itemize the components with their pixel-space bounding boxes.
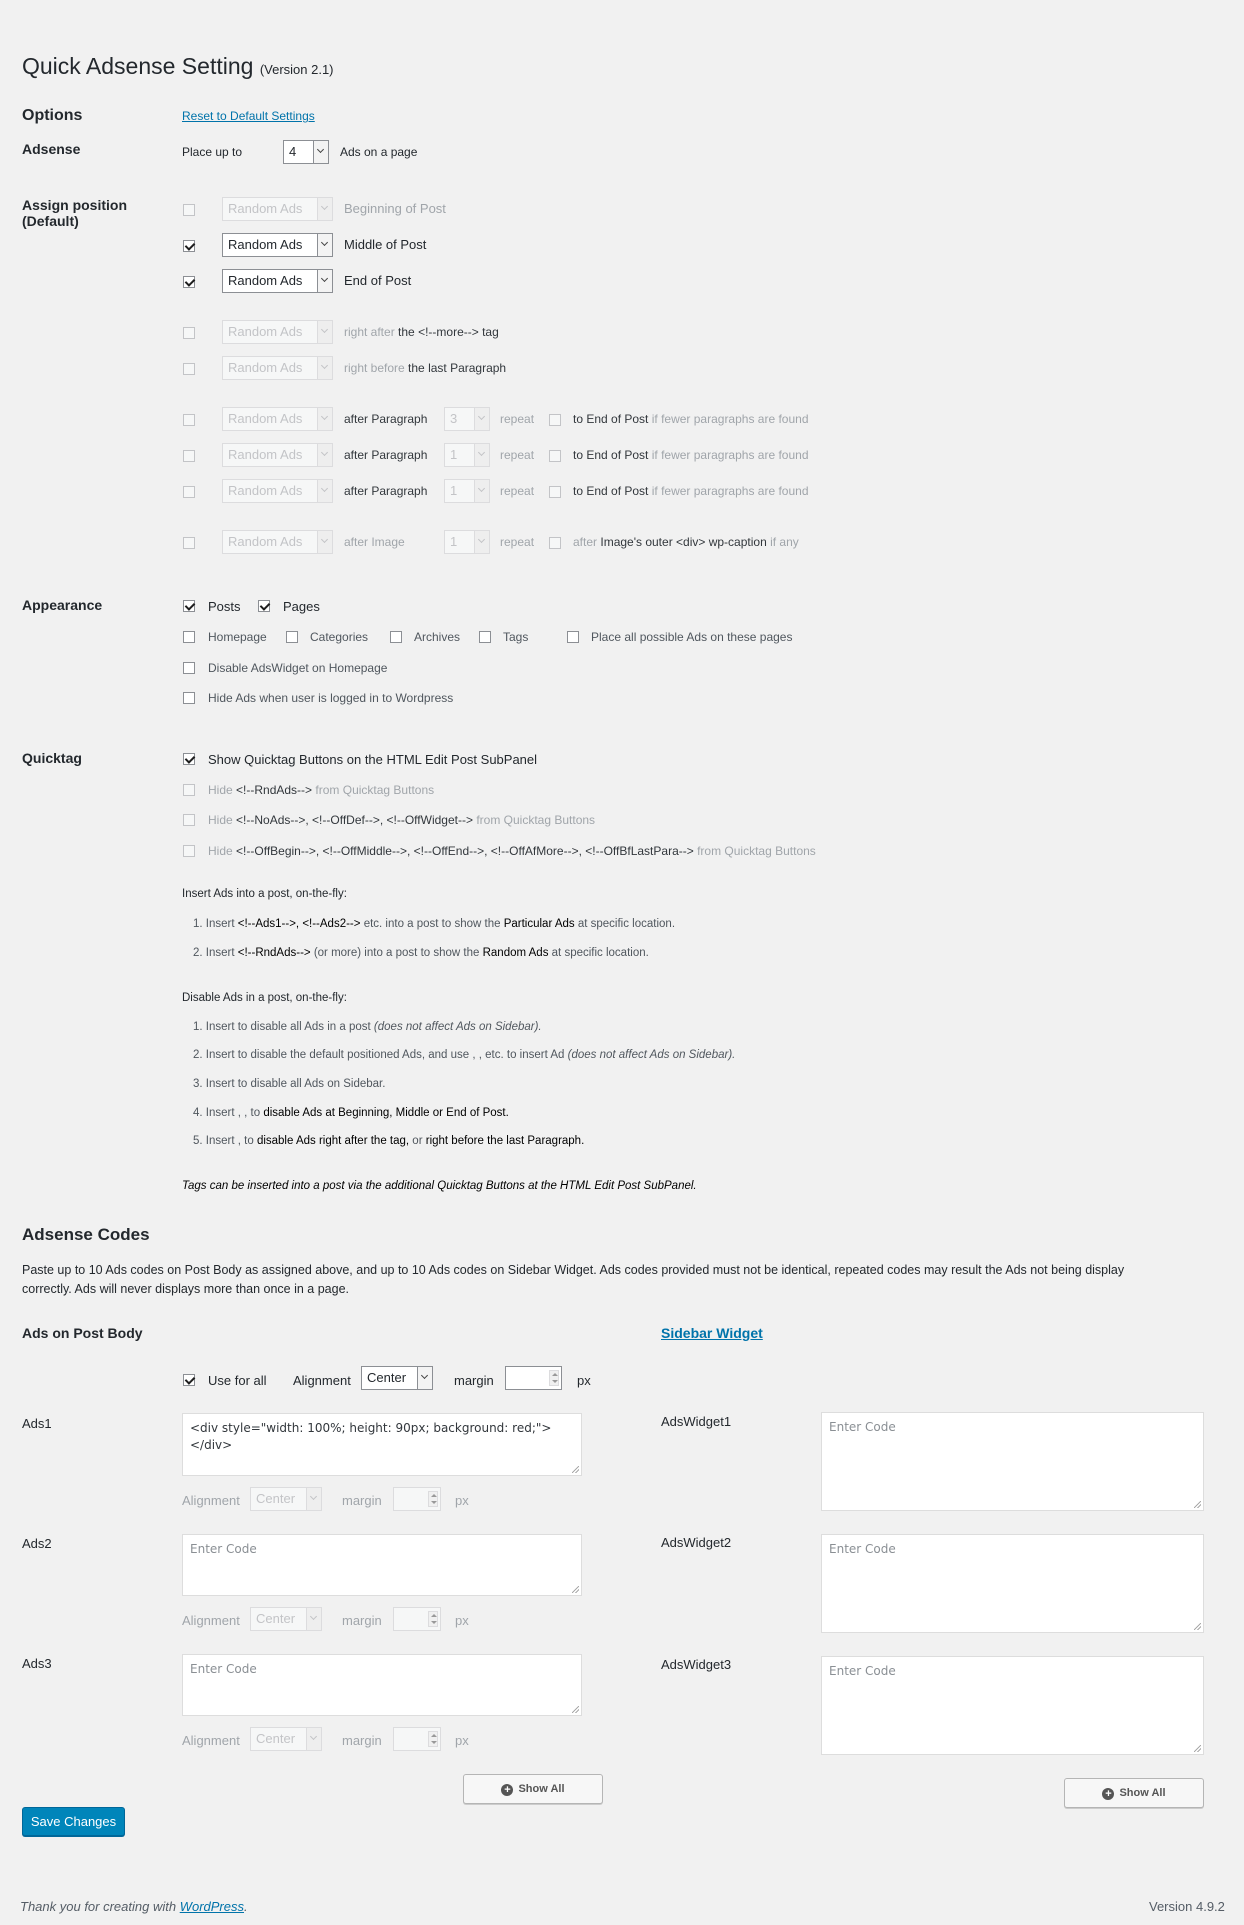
page-title-text: Quick Adsense Setting xyxy=(22,53,254,79)
px-label: px xyxy=(455,1493,469,1508)
after-image-ad-select[interactable] xyxy=(222,530,333,554)
insert-2-a: 2. Insert xyxy=(193,947,235,959)
appearance-heading: Appearance xyxy=(22,597,103,613)
end-ad-select[interactable] xyxy=(222,269,333,293)
middle-label: Middle of Post xyxy=(344,237,427,252)
middle-ad-select[interactable] xyxy=(222,233,333,257)
repeat-label: repeat xyxy=(500,448,535,462)
dis-4-b: disable Ads at Beginning, Middle or End of Post. xyxy=(263,1107,509,1119)
ads3-code-textarea[interactable] xyxy=(182,1654,582,1716)
off-tags: <!--OffBegin-->, <!--OffMiddle-->, <!--OffEnd-->, <!--OffAfMore-->, <!--OffBfLastPara--> xyxy=(236,844,694,858)
px-label: px xyxy=(577,1373,591,1388)
assign-heading-line1: Assign position xyxy=(22,197,127,213)
select-value: 1 xyxy=(450,447,458,462)
chevron-down-icon xyxy=(317,531,332,553)
page-title xyxy=(22,53,334,80)
ads3-label: Ads3 xyxy=(22,1656,52,1671)
after-image-number-select[interactable] xyxy=(444,530,490,554)
to-end-text: to End of Post xyxy=(573,484,649,498)
show-quicktag-checkbox[interactable] xyxy=(183,753,195,765)
repeat-label: repeat xyxy=(500,484,535,498)
categories-label: Categories xyxy=(310,630,369,644)
resize-grip-icon[interactable] xyxy=(1194,1623,1201,1630)
placeholder-text: Enter Code xyxy=(829,1664,896,1678)
chevron-down-icon xyxy=(306,1728,321,1750)
resize-grip-icon[interactable] xyxy=(572,1586,579,1593)
ads2-margin-input[interactable] xyxy=(393,1607,441,1631)
adswidget1-label: AdsWidget1 xyxy=(661,1414,732,1429)
margin-label: margin xyxy=(454,1373,494,1388)
chevron-down-icon xyxy=(317,480,332,502)
margin-label: margin xyxy=(342,1733,382,1748)
sidebar-widget-link[interactable]: Sidebar Widget xyxy=(661,1325,763,1341)
place-all-checkbox[interactable] xyxy=(567,631,579,643)
show-all-ads-button[interactable] xyxy=(463,1774,603,1804)
resize-grip-icon[interactable] xyxy=(1194,1745,1201,1752)
chevron-down-icon xyxy=(474,480,489,502)
global-alignment-select[interactable] xyxy=(361,1366,433,1390)
chevron-down-icon xyxy=(317,408,332,430)
select-value: Center xyxy=(256,1491,296,1506)
chevron-down-icon xyxy=(317,444,332,466)
disable-item-3: 3. Insert to disable all Ads on Sidebar. xyxy=(193,1078,386,1090)
hide-text: Hide xyxy=(208,783,233,797)
select-value: 1 xyxy=(450,483,458,498)
dis-5-a: 5. Insert , to xyxy=(193,1135,254,1147)
margin-label: margin xyxy=(342,1613,382,1628)
assign-position-heading xyxy=(22,197,127,229)
to-end-text: to End of Post xyxy=(573,412,649,426)
insert-heading: Insert Ads into a post, on-the-fly: xyxy=(182,888,347,900)
px-label: px xyxy=(455,1613,469,1628)
dis-5-b: disable Ads right after the tag, xyxy=(256,1135,410,1147)
tags-label: Tags xyxy=(503,630,529,644)
after-paragraph-3-label: after Paragraph xyxy=(344,484,428,498)
disable-item-1 xyxy=(193,1021,542,1033)
to-end-text: to End of Post xyxy=(573,448,649,462)
after-image-repeat-checkbox[interactable] xyxy=(549,537,561,549)
adswidget1-code-textarea[interactable] xyxy=(821,1412,1204,1511)
after-paragraph-1-repeat-checkbox[interactable] xyxy=(549,414,561,426)
hide-off-checkbox[interactable] xyxy=(183,845,195,857)
after-paragraph-1-checkbox[interactable] xyxy=(183,414,195,426)
adswidget2-code-textarea[interactable] xyxy=(821,1534,1204,1633)
insert-2-e: at specific location. xyxy=(551,947,649,959)
ads1-alignment-select[interactable] xyxy=(250,1487,322,1511)
disable-item-5 xyxy=(193,1135,584,1147)
resize-grip-icon[interactable] xyxy=(572,1466,579,1473)
adsense-heading: Adsense xyxy=(22,141,81,157)
after-image-label: after Image xyxy=(344,535,405,549)
chevron-down-icon xyxy=(417,1367,432,1389)
ads-count-select[interactable] xyxy=(283,140,329,164)
plugin-version: (Version 2.1) xyxy=(259,62,334,77)
codes-description-line2: correctly. Ads will never displays more than once in a page. xyxy=(22,1282,350,1296)
hide-text: Hide xyxy=(208,844,233,858)
hide-text: Hide xyxy=(208,813,233,827)
select-value: 3 xyxy=(450,411,458,426)
post-body-heading: Ads on Post Body xyxy=(22,1325,143,1341)
insert-2-d: Random Ads xyxy=(482,947,549,959)
show-all-label: Show All xyxy=(1119,1787,1166,1799)
categories-checkbox[interactable] xyxy=(286,631,298,643)
chevron-down-icon xyxy=(313,141,328,163)
select-value: Random Ads xyxy=(228,411,303,426)
fewer-text: if fewer paragraphs are found xyxy=(651,412,809,426)
hide-logged-label: Hide Ads when user is logged in to Wordpress xyxy=(208,691,454,705)
disable-item-4 xyxy=(193,1107,509,1119)
codes-description-line1: Paste up to 10 Ads codes on Post Body as assigned above, and up to 10 Ads codes on Sidebar Widget. Ads codes provided must not be identical, repeated codes may result the Ads not being display xyxy=(22,1263,1125,1277)
image-caption-text: Image's outer <div> wp-caption xyxy=(600,535,767,549)
insert-item-1 xyxy=(193,918,675,930)
beginning-ad-select[interactable] xyxy=(222,197,333,221)
disable-item-2 xyxy=(193,1049,735,1061)
alignment-label: Alignment xyxy=(293,1373,351,1388)
adswidget2-label: AdsWidget2 xyxy=(661,1535,732,1550)
after-paragraph-2-ad-select[interactable] xyxy=(222,443,333,467)
save-changes-button[interactable]: Save Changes xyxy=(22,1807,125,1836)
ads3-alignment-select[interactable] xyxy=(250,1727,322,1751)
plus-circle-icon: + xyxy=(1102,1788,1114,1800)
more-tag-ad-select[interactable] xyxy=(222,320,333,344)
dis-2-b: (does not affect Ads on Sidebar). xyxy=(567,1049,736,1061)
show-all-widgets-button[interactable] xyxy=(1064,1778,1204,1808)
after-paragraph-3-number-select[interactable] xyxy=(444,479,490,503)
after-image-caption xyxy=(573,535,799,549)
use-for-all-checkbox[interactable] xyxy=(183,1374,195,1386)
after-paragraph-3-repeat-checkbox[interactable] xyxy=(549,486,561,498)
px-label: px xyxy=(455,1733,469,1748)
adswidget3-code-textarea[interactable] xyxy=(821,1656,1204,1755)
dis-1-a: 1. Insert to disable all Ads in a post xyxy=(193,1021,371,1033)
from-quicktag-text: from Quicktag Buttons xyxy=(315,783,435,797)
posts-checkbox[interactable] xyxy=(183,600,195,612)
last-paragraph-label xyxy=(344,361,506,375)
plus-circle-icon: + xyxy=(501,1784,513,1796)
footer-thanks-prefix: Thank you for creating with xyxy=(20,1899,177,1914)
after-paragraph-2-repeat-checkbox[interactable] xyxy=(549,450,561,462)
wordpress-link[interactable]: WordPress xyxy=(179,1899,244,1914)
last-paragraph-ad-select[interactable] xyxy=(222,356,333,380)
disable-heading: Disable Ads in a post, on-the-fly: xyxy=(182,992,347,1004)
insert-item-2 xyxy=(193,947,649,959)
after-image-checkbox[interactable] xyxy=(183,537,195,549)
more-tag-checkbox[interactable] xyxy=(183,327,195,339)
select-value: Random Ads xyxy=(228,201,303,216)
rndads-tag: <!--RndAds--> xyxy=(236,783,313,797)
after-paragraph-3-checkbox[interactable] xyxy=(183,486,195,498)
chevron-down-icon xyxy=(317,357,332,379)
footer-version: Version 4.9.2 xyxy=(1149,1899,1225,1914)
insert-1-a: 1. Insert xyxy=(193,918,235,930)
global-margin-input[interactable] xyxy=(505,1366,562,1390)
pages-label: Pages xyxy=(283,599,320,614)
disable-widget-checkbox[interactable] xyxy=(183,662,195,674)
insert-1-e: at specific location. xyxy=(577,918,676,930)
hide-off-label xyxy=(208,844,816,858)
hide-logged-checkbox[interactable] xyxy=(183,692,195,704)
from-quicktag-text: from Quicktag Buttons xyxy=(697,844,816,858)
end-checkbox[interactable] xyxy=(183,276,195,288)
ads2-alignment-select[interactable] xyxy=(250,1607,322,1631)
select-value: Random Ads xyxy=(228,447,303,462)
placeholder-text: Enter Code xyxy=(190,1542,257,1556)
quicktag-note: Tags can be inserted into a post via the additional Quicktag Buttons at the HTML Edit Post SubPanel. xyxy=(182,1180,697,1192)
last-paragraph-prefix: right before xyxy=(344,361,405,375)
homepage-label: Homepage xyxy=(208,630,267,644)
hide-noads-checkbox[interactable] xyxy=(183,814,195,826)
noads-tags: <!--NoAds-->, <!--OffDef-->, <!--OffWidget--> xyxy=(236,813,473,827)
footer-thanks-suffix: . xyxy=(244,1899,248,1914)
dis-5-d: right before the last Paragraph. xyxy=(425,1135,585,1147)
placeholder-text: Enter Code xyxy=(829,1542,896,1556)
beginning-checkbox[interactable] xyxy=(183,204,195,216)
insert-1-c: etc. into a post to show the xyxy=(363,918,501,930)
spinner-icon[interactable] xyxy=(428,1611,438,1627)
insert-2-b: <!--RndAds--> xyxy=(237,947,311,959)
ads3-margin-input[interactable] xyxy=(393,1727,441,1751)
chevron-down-icon xyxy=(317,321,332,343)
from-quicktag-text: from Quicktag Buttons xyxy=(476,813,596,827)
footer-thanks xyxy=(20,1899,248,1914)
place-all-label: Place all possible Ads on these pages xyxy=(591,630,793,644)
if-any-text: if any xyxy=(770,535,799,549)
middle-checkbox[interactable] xyxy=(183,240,195,252)
ads1-code-value: <div style="width: 100%; height: 90px; background: red;"></div> xyxy=(190,1421,552,1452)
chevron-down-icon xyxy=(474,444,489,466)
show-all-label: Show All xyxy=(518,1783,565,1795)
disable-widget-label: Disable AdsWidget on Homepage xyxy=(208,661,388,675)
repeat-label: repeat xyxy=(500,412,535,426)
select-value: Random Ads xyxy=(228,360,303,375)
chevron-down-icon xyxy=(474,408,489,430)
quicktag-heading: Quicktag xyxy=(22,750,82,766)
insert-1-b: <!--Ads1-->, <!--Ads2--> xyxy=(237,918,361,930)
after-paragraph-1-ad-select[interactable] xyxy=(222,407,333,431)
select-value: 1 xyxy=(450,534,458,549)
select-value: Center xyxy=(367,1370,407,1385)
after-paragraph-3-to-end xyxy=(573,484,809,498)
select-value: Random Ads xyxy=(228,324,303,339)
chevron-down-icon xyxy=(306,1488,321,1510)
after-paragraph-1-number-select[interactable] xyxy=(444,407,490,431)
resize-grip-icon[interactable] xyxy=(572,1706,579,1713)
insert-1-d: Particular Ads xyxy=(503,918,575,930)
alignment-label: Alignment xyxy=(182,1493,240,1508)
ads-on-page-label: Ads on a page xyxy=(340,145,418,159)
chevron-down-icon xyxy=(474,531,489,553)
use-for-all-label: Use for all xyxy=(208,1373,267,1388)
hide-noads-label xyxy=(208,813,595,827)
hide-rndads-checkbox[interactable] xyxy=(183,784,195,796)
show-quicktag-label: Show Quicktag Buttons on the HTML Edit Post SubPanel xyxy=(208,752,538,767)
reset-defaults-link[interactable]: Reset to Default Settings xyxy=(182,109,315,123)
after-paragraph-1-to-end xyxy=(573,412,809,426)
adsense-codes-heading: Adsense Codes xyxy=(22,1225,150,1244)
last-paragraph-checkbox[interactable] xyxy=(183,363,195,375)
spinner-icon[interactable] xyxy=(428,1491,438,1507)
hide-rndads-label xyxy=(208,783,434,797)
after-paragraph-2-checkbox[interactable] xyxy=(183,450,195,462)
end-label: End of Post xyxy=(344,273,412,288)
placeholder-text: Enter Code xyxy=(829,1420,896,1434)
archives-checkbox[interactable] xyxy=(390,631,402,643)
select-value: Random Ads xyxy=(228,534,303,549)
pages-checkbox[interactable] xyxy=(258,600,270,612)
placeholder-text: Enter Code xyxy=(190,1662,257,1676)
chevron-down-icon xyxy=(306,1608,321,1630)
place-up-to-label: Place up to xyxy=(182,145,243,159)
dis-4-a: 4. Insert , , to xyxy=(193,1107,261,1119)
archives-label: Archives xyxy=(414,630,461,644)
options-heading: Options xyxy=(22,107,83,124)
margin-label: margin xyxy=(342,1493,382,1508)
select-value: Random Ads xyxy=(228,483,303,498)
after-paragraph-2-number-select[interactable] xyxy=(444,443,490,467)
dis-1-b: (does not affect Ads on Sidebar). xyxy=(373,1021,542,1033)
spinner-icon[interactable] xyxy=(428,1731,438,1747)
after-paragraph-3-ad-select[interactable] xyxy=(222,479,333,503)
after-paragraph-1-label: after Paragraph xyxy=(344,412,428,426)
chevron-down-icon xyxy=(317,234,332,256)
alignment-label: Alignment xyxy=(182,1613,240,1628)
select-value: Center xyxy=(256,1731,296,1746)
resize-grip-icon[interactable] xyxy=(1194,1501,1201,1508)
select-value: Center xyxy=(256,1611,296,1626)
homepage-checkbox[interactable] xyxy=(183,631,195,643)
tags-checkbox[interactable] xyxy=(479,631,491,643)
more-tag-prefix: right after xyxy=(344,325,395,339)
select-value: Random Ads xyxy=(228,237,303,252)
alignment-label: Alignment xyxy=(182,1733,240,1748)
chevron-down-icon xyxy=(317,198,332,220)
after-paragraph-2-label: after Paragraph xyxy=(344,448,428,462)
after-paragraph-2-to-end xyxy=(573,448,809,462)
adswidget3-label: AdsWidget3 xyxy=(661,1657,732,1672)
ads1-margin-input[interactable] xyxy=(393,1487,441,1511)
fewer-text: if fewer paragraphs are found xyxy=(651,484,809,498)
select-value: Random Ads xyxy=(228,273,303,288)
ads2-label: Ads2 xyxy=(22,1536,52,1551)
repeat-label: repeat xyxy=(500,535,535,549)
last-paragraph-text: the last Paragraph xyxy=(408,361,507,375)
insert-2-c: (or more) into a post to show the xyxy=(313,947,480,959)
ads1-label: Ads1 xyxy=(22,1416,52,1431)
more-tag-text: the <!--more--> tag xyxy=(398,325,499,339)
posts-label: Posts xyxy=(208,599,241,614)
fewer-text: if fewer paragraphs are found xyxy=(651,448,809,462)
more-tag-label xyxy=(344,325,499,339)
ads2-code-textarea[interactable] xyxy=(182,1534,582,1596)
after-text: after xyxy=(573,535,598,549)
ads1-code-textarea[interactable] xyxy=(182,1413,582,1476)
ads-count-value: 4 xyxy=(289,144,297,159)
beginning-label: Beginning of Post xyxy=(344,201,446,216)
spinner-icon[interactable] xyxy=(549,1370,559,1386)
dis-2-a: 2. Insert to disable the default positioned Ads, and use , , etc. to insert Ad xyxy=(193,1049,565,1061)
chevron-down-icon xyxy=(317,270,332,292)
assign-heading-line2: (Default) xyxy=(22,213,79,229)
dis-5-c: or xyxy=(412,1135,423,1147)
